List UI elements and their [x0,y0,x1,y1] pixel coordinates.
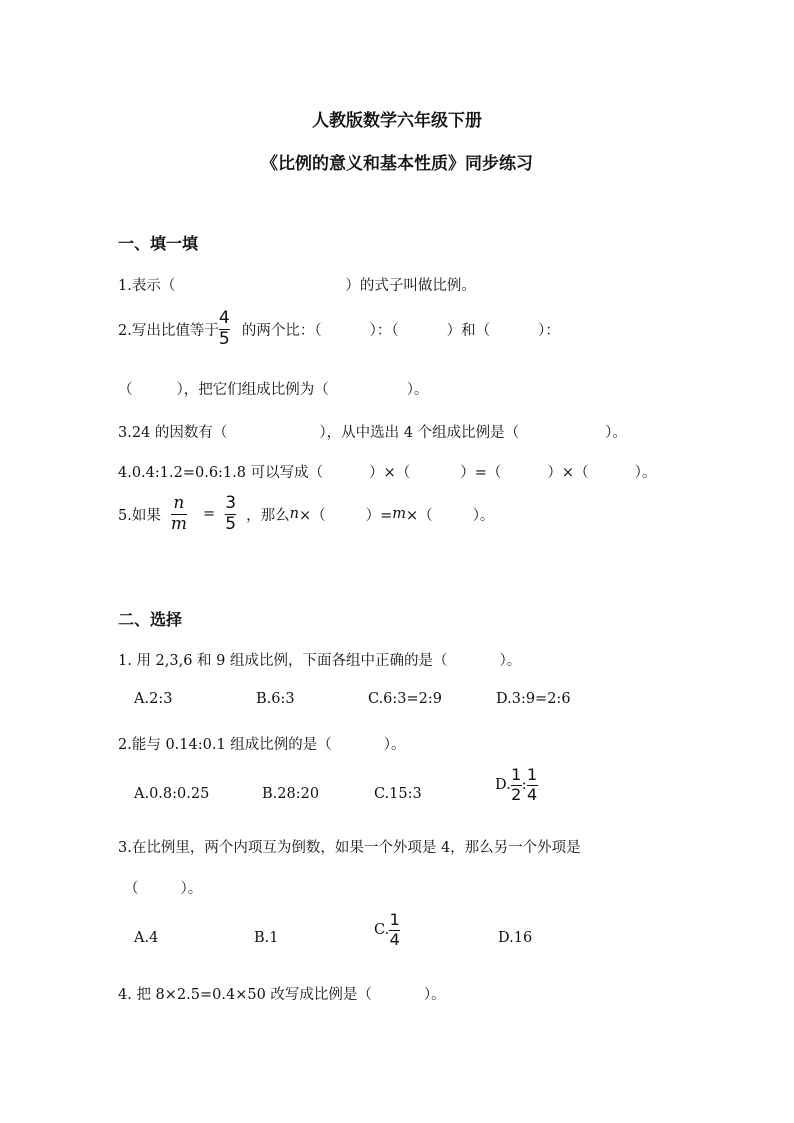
frac-den: 4 [527,784,538,804]
q1-3-text-c: ）。 [605,425,627,441]
q1-1-text-b: ）的式子叫做比例。 [345,278,476,294]
q2-3-stem-b2: ）。 [180,881,203,897]
q1-4-text-a: 4.0.4:1.2=0.6:1.8 可以写成（ [118,465,324,481]
q2-4-stem-b: ）。 [423,987,446,1003]
q2-2-option-d[interactable] [495,767,538,804]
q2-3-option-d[interactable]: D.16 [498,930,533,946]
q1-5-text-b: ，那么 [246,507,290,524]
frac-den: 4 [389,929,400,949]
worksheet-title: 人教版数学六年级下册 [312,111,482,131]
q2-1-stem-a: 1. 用 2,3,6 和 9 组成比例，下面各组中正确的是（ [118,653,448,669]
q2-2-stem-b: ）。 [383,737,406,753]
question-1-4 [118,461,656,482]
frac-num: 1 [511,765,522,784]
q1-4-text-c: ）=（ [460,465,502,481]
q1-2-line2-b: ），把它们组成比例为（ [176,382,329,398]
q1-4-text-b: ）×（ [369,465,411,481]
fraction-three-fifths [225,495,236,534]
fraction-one-quarter [389,912,400,949]
q2-2-option-a[interactable]: A.0.8:0.25 [134,786,210,802]
ratio-colon: : [521,777,527,794]
worksheet-subtitle: 《比例的意义和基本性质》同步练习 [261,154,533,174]
frac-den: m [170,513,187,534]
frac-den: 2 [511,784,522,804]
q2-2-stem-a: 2.能与 0.14:0.1 组成比例的是（ [118,737,332,753]
fraction-one-half [511,767,522,804]
q2-4-stem-a: 4. 把 8×2.5=0.4×50 改写成比例是（ [118,987,372,1003]
q2-2-option-c[interactable]: C.15:3 [374,786,422,802]
q1-4-text-e: ）。 [634,465,657,481]
frac-den: 5 [218,328,230,349]
q2-1-option-a[interactable]: A.2:3 [134,691,173,707]
frac-den: 5 [225,513,237,534]
q1-2-sep1: ）：（ [369,322,399,339]
q1-2-text-b: 的两个比：（ [241,322,322,339]
frac-num: 3 [225,493,237,513]
question-2-1 [118,649,521,670]
question-2-4 [118,983,446,1004]
q1-4-text-d: ）×（ [547,465,589,481]
frac-num: 4 [218,308,230,328]
q2-3-option-a[interactable]: A.4 [134,930,159,946]
question-2-3-line2 [124,877,202,898]
q1-2-line2-c: ）。 [406,382,429,398]
question-1-2 [118,310,560,349]
q1-2-text-a: 2.写出比值等于 [118,322,219,339]
q2-1-option-b[interactable]: B.6:3 [256,691,295,707]
q1-5-text-a: 5.如果 [118,507,161,524]
q2-3-option-c-label: C. [374,922,390,939]
fraction-n-over-m [171,495,187,534]
equals-sign: = [202,506,216,523]
q1-5-text-c: ×（ [298,507,326,524]
var-m: m [392,506,407,523]
q1-5-text-f: ）。 [472,507,495,524]
section-heading-fill-blank: 一、填一填 [118,234,199,253]
q2-1-option-d[interactable]: D.3:9=2:6 [496,691,571,707]
question-1-2-line2 [118,378,429,399]
q2-3-option-c[interactable] [374,912,400,949]
q1-3-text-b: ），从中选出 4 个组成比例是（ [319,425,520,441]
frac-num: n [173,493,185,513]
question-2-3: 3.在比例里，两个内项互为倒数，如果一个外项是 4，那么另一个外项是 [118,840,581,856]
question-1-3 [118,421,627,442]
var-n: n [289,506,299,523]
section-heading-choice: 二、选择 [118,610,183,629]
question-2-2 [118,733,406,754]
q1-1-text-a: 1.表示（ [118,278,176,294]
fraction-one-quarter [527,767,538,804]
q1-2-sep3: ）： [538,322,560,339]
q2-1-stem-b: ）。 [499,653,522,669]
q2-2-option-b[interactable]: B.28:20 [262,786,320,802]
q2-3-option-b[interactable]: B.1 [254,930,279,946]
q1-3-text-a: 3.24 的因数有（ [118,425,228,441]
q1-2-sep2: ）和（ [446,322,491,339]
q1-5-text-e: ×（ [406,507,433,524]
question-1-1 [118,274,476,295]
q1-2-line2-a: （ [118,382,133,398]
q1-5-text-d: ）= [365,507,393,524]
q2-1-option-c[interactable]: C.6:3=2:9 [368,691,443,707]
frac-num: 1 [389,910,400,929]
frac-num: 1 [527,765,538,784]
fraction-four-fifths [219,310,230,349]
question-1-5 [118,495,494,534]
q2-3-stem-b1: （ [124,881,139,897]
q2-2-option-d-label: D. [495,777,511,794]
